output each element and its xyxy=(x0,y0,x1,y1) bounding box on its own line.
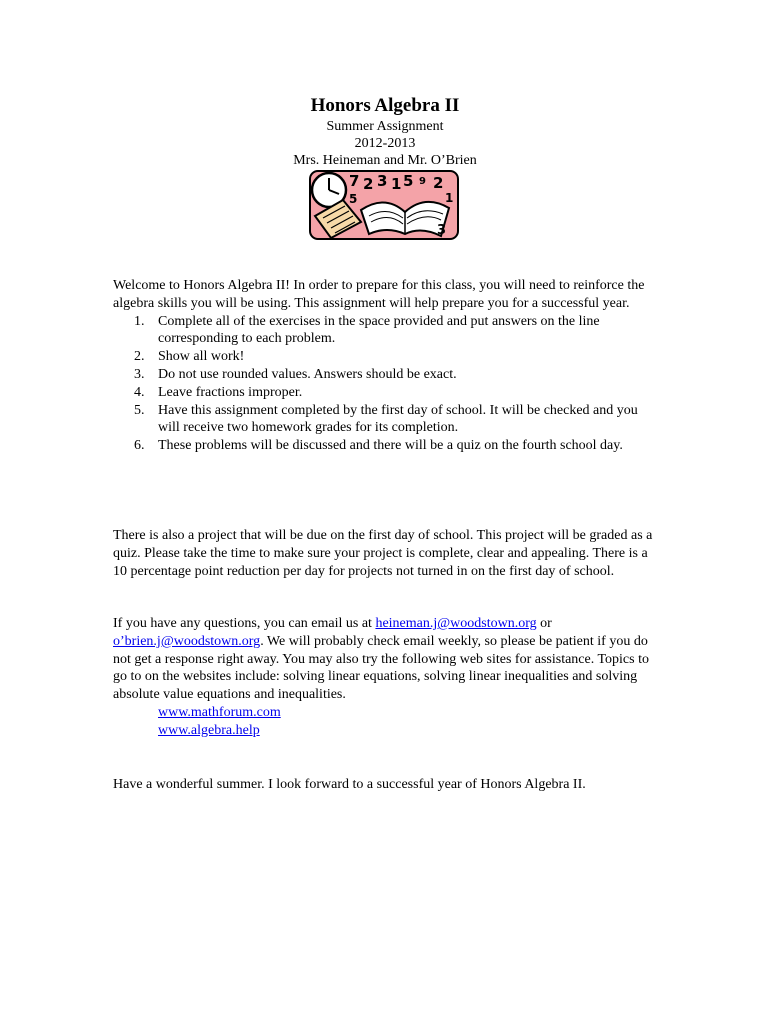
closing-paragraph: Have a wonderful summer. I look forward to a successful year of Honors Algebra II. xyxy=(113,777,586,792)
list-number: 6. xyxy=(134,438,145,454)
list-item-text: Leave fractions improper. xyxy=(158,384,303,400)
instructions-list xyxy=(113,313,663,455)
email-link-heineman[interactable]: heineman.j@woodstown.org xyxy=(375,616,537,631)
teacher-names: Mrs. Heineman and Mr. O’Brien xyxy=(293,153,477,168)
website-links xyxy=(113,704,663,740)
closing-section xyxy=(113,776,663,794)
list-item xyxy=(134,437,663,455)
math-books-clock-icon xyxy=(309,170,459,240)
questions-paragraph xyxy=(113,615,663,704)
document-subtitle: Summer Assignment xyxy=(326,119,444,134)
list-item xyxy=(134,384,663,402)
intro-section xyxy=(113,277,663,455)
list-item-text: These problems will be discussed and there will be a quiz on the fourth school day. xyxy=(158,438,623,454)
list-number: 3. xyxy=(134,366,145,382)
document-header xyxy=(0,94,770,169)
questions-text-or: or xyxy=(536,616,552,631)
clipart-digit: 1 xyxy=(445,191,454,205)
clipart-digit: 2 xyxy=(433,174,444,192)
clipart-digit: 3 xyxy=(437,223,447,238)
clipart-digit: 1 xyxy=(391,175,402,193)
list-item-text: Do not use rounded values. Answers should be exact. xyxy=(158,366,457,382)
project-section xyxy=(113,527,663,580)
school-year: 2012-2013 xyxy=(354,136,416,151)
clipart-digit: 7 xyxy=(349,172,360,190)
clipart-digit: 3 xyxy=(377,172,388,190)
list-item-text: Have this assignment completed by the first day of school. It will be checked and you will receive two homework grades for its completion. xyxy=(158,402,638,436)
list-number: 2. xyxy=(134,349,145,365)
clipart-digit: 9 xyxy=(419,176,426,187)
questions-text-before: If you have any questions, you can email us at xyxy=(113,616,376,631)
list-item xyxy=(134,313,663,349)
list-item-text: Show all work! xyxy=(158,349,245,365)
list-item xyxy=(134,366,663,384)
link-algebra-help[interactable]: www.algebra.help xyxy=(158,722,260,738)
link-mathforum[interactable]: www.mathforum.com xyxy=(158,704,281,720)
list-item xyxy=(134,348,663,366)
list-item-text: Complete all of the exercises in the space provided and put answers on the line corresponding to each problem. xyxy=(158,313,600,347)
list-number: 4. xyxy=(134,384,145,400)
questions-section xyxy=(113,615,663,740)
list-number: 5. xyxy=(134,402,145,418)
email-link-obrien[interactable]: o’brien.j@woodstown.org xyxy=(113,633,261,649)
list-item xyxy=(134,402,663,438)
clipart-digit: 5 xyxy=(403,172,414,190)
questions-text-after: . We will probably check email weekly, so please be patient if you do not get a response right away. You may also try the following web sites for assistance. Topics to go to on the websites include: solving linear equations, solving linear inequalities and solving absolute value equations and inequalities. xyxy=(113,633,649,703)
clipart-digit: 2 xyxy=(363,175,374,193)
intro-paragraph: Welcome to Honors Algebra II! In order to prepare for this class, you will need to reinforce the algebra skills you will be using. This assignment will help prepare you for a successful year. xyxy=(113,278,645,311)
project-paragraph: There is also a project that will be due on the first day of school. This project will be graded as a quiz. Please take the time to make sure your project is complete, clear and appealing. There is a 10 percentage point reduction per day for projects not turned in on the first day of school. xyxy=(113,528,653,579)
document-title: Honors Algebra II xyxy=(310,95,460,116)
clipart-digit: 5 xyxy=(349,192,358,206)
list-number: 1. xyxy=(134,313,145,329)
